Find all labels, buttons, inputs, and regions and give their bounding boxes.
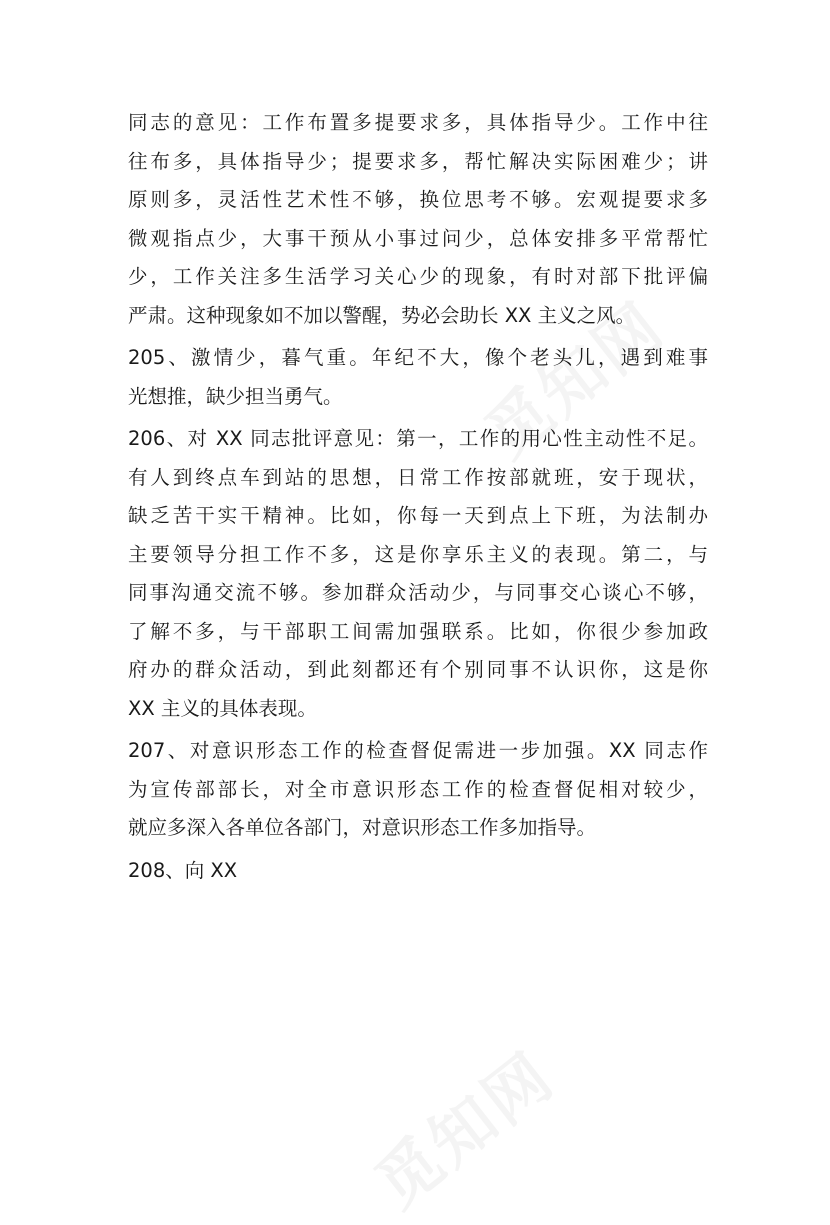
text-line: 205、激情少，暮气重。年纪不大，像个老头儿，遇到难事 (128, 346, 708, 369)
text-line: 往布多，具体指导少；提要求多，帮忙解决实际困难少；讲 (128, 149, 708, 173)
text-line: 同事沟通交流不够。参加群众活动少，与同事交心谈心不够， (128, 581, 708, 604)
text-line: 主要领导分担工作不多，这是你享乐主义的表现。第二，与 (128, 542, 708, 566)
text-line: 少，工作关注多生活学习关心少的现象，有时对部下批评偏 (128, 265, 708, 288)
text-line: 光想推，缺少担当勇气。 (128, 384, 343, 408)
text-line: 微观指点少，大事干预从小事过问少，总体安排多平常帮忙 (128, 226, 708, 250)
text-line: 了解不多，与干部职工间需加强联系。比如，你很少参加政 (128, 619, 708, 643)
text-line: 府办的群众活动，到此刻都还有个别同事不认识你，这是你 (128, 658, 708, 681)
paragraph-item-206 (128, 420, 708, 728)
text-line: 有人到终点车到站的思想，日常工作按部就班，安于现状， (128, 465, 708, 489)
document-body (128, 104, 708, 894)
paragraph-item-208 (128, 852, 708, 891)
paragraph-item-207 (128, 732, 708, 848)
text-line: 208、向 XX (128, 858, 238, 882)
text-line: 原则多，灵活性艺术性不够，换位思考不够。宏观提要求多 (128, 188, 708, 211)
watermark-logo (353, 1027, 570, 1225)
text-line: 就应多深入各单位各部门，对意识形态工作多加指导。 (128, 816, 597, 839)
text-line: 同志的意见：工作布置多提要求多，具体指导少。工作中往 (128, 111, 708, 134)
text-line: 206、对 XX 同志批评意见：第一，工作的用心性主动性不足。 (128, 427, 708, 450)
paragraph-continuation (128, 104, 708, 335)
text-line: 207、对意识形态工作的检查督促需进一步加强。XX 同志作 (128, 739, 708, 762)
text-line: XX 主义的具体表现。 (128, 696, 317, 720)
text-line: 缺乏苦干实干精神。比如，你每一天到点上下班，为法制办 (128, 504, 708, 527)
text-line: 为宣传部部长，对全市意识形态工作的检查督促相对较少， (128, 777, 708, 801)
paragraph-item-205 (128, 339, 708, 416)
text-line: 严肃。这种现象如不加以警醒，势必会助长 XX 主义之风。 (128, 303, 636, 327)
